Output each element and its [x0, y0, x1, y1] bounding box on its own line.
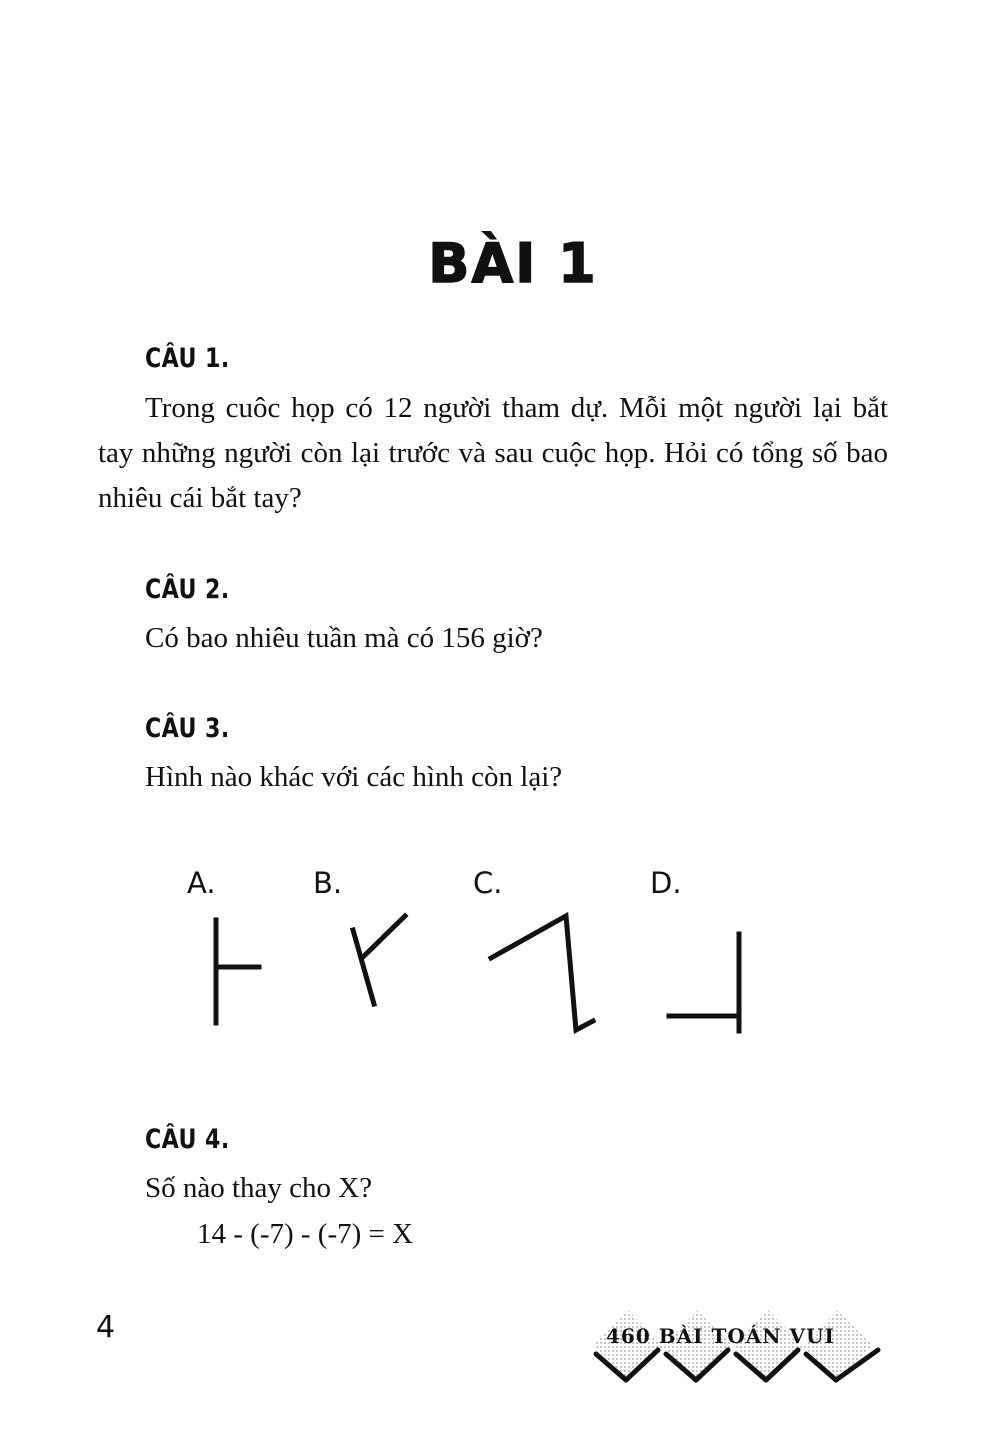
question-3-text: Hình nào khác với các hình còn lại? — [145, 761, 563, 793]
page-title: BÀI 1 — [428, 232, 598, 295]
figure-c — [491, 916, 593, 1030]
option-a-label: A. — [187, 866, 216, 900]
question-4-text: Số nào thay cho X? — [145, 1172, 373, 1204]
option-d-label: D. — [650, 866, 682, 900]
question-1-text: Trong cuôc họp có 12 người tham dự. Mỗi một người lại bắt tay những người còn lại trước và sau cuộc họp. Hỏi có tổng số bao nhiêu cái bắt tay? — [98, 392, 888, 514]
question-3-heading: CÂU 3. — [145, 713, 230, 744]
question-1-heading: CÂU 1. — [145, 343, 230, 374]
page-number: 4 — [96, 1310, 116, 1345]
figure-b — [353, 916, 405, 1004]
option-b-label: B. — [313, 866, 343, 900]
question-2-text: Có bao nhiêu tuần mà có 156 giờ? — [145, 622, 543, 654]
question-4-heading: CÂU 4. — [145, 1124, 230, 1155]
figure-d — [669, 934, 739, 1031]
option-c-label: C. — [473, 866, 503, 900]
figure-a — [216, 920, 259, 1023]
book-logo — [588, 1306, 888, 1396]
question-4-equation: 14 - (-7) - (-7) = X — [197, 1218, 414, 1250]
question-2-heading: CÂU 2. — [145, 574, 230, 605]
book-title: 460 BÀI TOÁN VUI — [606, 1324, 835, 1348]
